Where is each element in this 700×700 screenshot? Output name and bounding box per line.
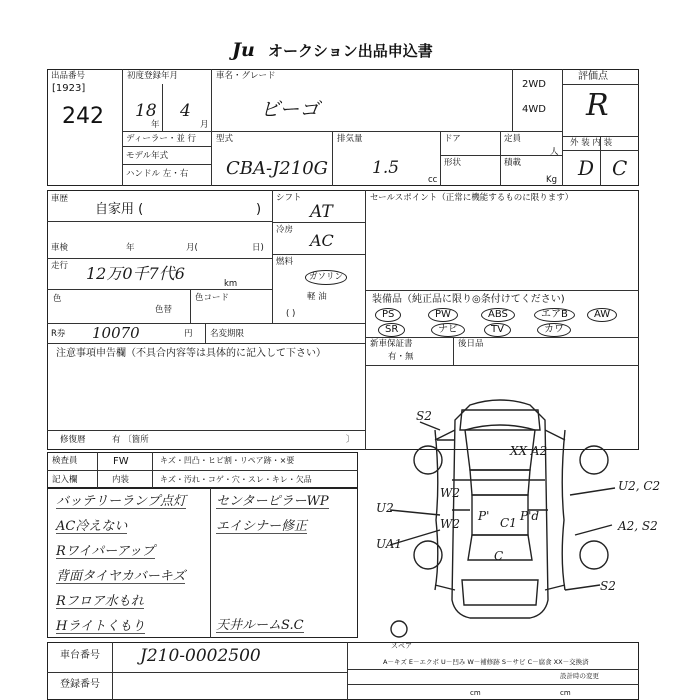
note-line: 天井ルームS.C bbox=[216, 618, 304, 633]
reg-month: 4 bbox=[180, 101, 191, 121]
fuel-label: 燃料 bbox=[276, 257, 294, 267]
equipment-item: TV bbox=[484, 323, 511, 337]
fuel-value: ガソリン bbox=[305, 270, 347, 285]
logo: Ju bbox=[232, 39, 255, 61]
car-name: ビーゴ bbox=[260, 97, 320, 121]
history-value: 自家用 ( bbox=[95, 202, 144, 217]
form-title: オークション出品申込書 bbox=[268, 42, 433, 60]
note-line: エイシナー修正 bbox=[216, 519, 308, 534]
shift-label: シフト bbox=[276, 193, 302, 203]
equipment-item: PS bbox=[375, 308, 401, 322]
mileage-value: 12万0千7代6 bbox=[86, 264, 185, 283]
disp-label: 排気量 bbox=[337, 134, 363, 144]
legend-exterior: キズ・凹凸・ヒビ割・リペア跡・×要 bbox=[160, 456, 295, 465]
note-line: バッテリーランプ点灯 bbox=[56, 494, 187, 509]
label-c: C bbox=[494, 549, 504, 563]
mileage-label: 走行 bbox=[51, 261, 69, 271]
grade-value: R bbox=[586, 88, 609, 123]
label-a2-s2: A2, S2 bbox=[618, 519, 658, 533]
warranty-label: 新車保証書 bbox=[370, 339, 413, 349]
inspector-label: 検査員 bbox=[52, 456, 78, 466]
type-label: 型式 bbox=[216, 134, 234, 144]
ext-grade: D bbox=[578, 156, 595, 180]
int-grade: C bbox=[612, 156, 628, 180]
note-line: センターピラーWP bbox=[216, 494, 329, 509]
shift-value: AT bbox=[310, 202, 333, 222]
legend-interior: キズ・汚れ・コゲ・穴・スレ・キレ・欠品 bbox=[160, 475, 312, 484]
color-label: 色 bbox=[53, 294, 62, 304]
disp-value: 1.5 bbox=[372, 158, 400, 178]
label-pd: P'd bbox=[520, 509, 540, 523]
repair-label: 修復暦 bbox=[60, 435, 86, 445]
load-label: 積載 bbox=[504, 158, 522, 168]
color-change-label: 色替 bbox=[155, 305, 173, 315]
ext-int-label: 外 装 内 装 bbox=[570, 138, 613, 148]
grade-label: 評価点 bbox=[578, 71, 608, 82]
recycle-value: 10070 bbox=[92, 324, 140, 342]
label-w2-b: W2 bbox=[440, 517, 460, 531]
reg-label: 初度登録年月 bbox=[127, 71, 179, 81]
color-code-label: 色コード bbox=[195, 293, 230, 303]
chassis-value: J210-0002500 bbox=[140, 646, 261, 666]
spare-label: スペア bbox=[391, 642, 412, 650]
ac-value: AC bbox=[310, 231, 334, 250]
model-year-label: モデル年式 bbox=[126, 151, 169, 161]
equipment-item: ナビ bbox=[431, 323, 465, 337]
record-label: 記入欄 bbox=[52, 475, 78, 485]
damage-legend: A－キズ E－エクボ U－凹み W－補修跡 S－サビ C－腐食 XX－交換済 bbox=[383, 658, 589, 666]
label-ua1: UA1 bbox=[376, 537, 403, 551]
spare-tire bbox=[391, 621, 407, 637]
sales-point-label: セールスポイント（正常に機能するものに限ります） bbox=[370, 193, 574, 203]
equipment-item: PW bbox=[428, 308, 458, 322]
drive-2wd: 2WD bbox=[522, 79, 546, 90]
reg-no-label: 登録番号 bbox=[60, 679, 100, 690]
dealer-label: ディーラー・並 行 bbox=[126, 134, 197, 144]
label-u2-c2: U2, C2 bbox=[618, 479, 661, 493]
lot-sub: [1923] bbox=[52, 83, 86, 94]
type-value: CBA-J210G bbox=[226, 158, 329, 179]
note-line: AC冷えない bbox=[56, 519, 128, 534]
lot-number: 242 bbox=[62, 104, 104, 129]
capacity-label: 定員 bbox=[504, 134, 522, 144]
label-p: P' bbox=[478, 509, 490, 523]
recycle-label: R券 bbox=[51, 329, 66, 339]
label-xx-a2: XX A2 bbox=[510, 444, 548, 458]
note-line: Rワイパーアップ bbox=[56, 544, 155, 559]
fw-label: FW bbox=[113, 456, 129, 467]
drive-4wd: 4WD bbox=[522, 104, 546, 115]
equipment-label: 装備品（純正品に限り◎条付けてください) bbox=[372, 294, 565, 305]
reg-year: 18 bbox=[135, 101, 157, 121]
after-label: 後日品 bbox=[458, 339, 484, 349]
repair-value: 有 〔箇所 bbox=[112, 435, 149, 445]
label-w2-a: W2 bbox=[440, 486, 460, 500]
ac-label: 冷房 bbox=[276, 225, 294, 235]
shaken-label: 車検 bbox=[51, 243, 69, 253]
equipment-item: SR bbox=[378, 323, 405, 337]
label-s2-bottom: S2 bbox=[600, 579, 616, 593]
interior-label: 内装 bbox=[112, 475, 130, 485]
lot-label: 出品番号 bbox=[51, 71, 86, 81]
notes-label: 注意事項申告欄（不具合内容等は具体的に記入して下さい） bbox=[56, 348, 326, 359]
name-change-label: 名変期限 bbox=[210, 329, 245, 339]
handle-label: ハンドル 左・右 bbox=[126, 169, 189, 179]
label-u2: U2 bbox=[376, 501, 394, 515]
note-line: Hライトくもり bbox=[56, 619, 145, 634]
door-label: ドア bbox=[444, 134, 461, 144]
equipment-item: カワ bbox=[537, 323, 571, 337]
wheel-front-right bbox=[580, 446, 608, 474]
equipment-item: AW bbox=[587, 308, 617, 322]
shape-label: 形状 bbox=[444, 158, 462, 168]
label-s2-top: S2 bbox=[416, 409, 432, 423]
wheel-rear-right bbox=[580, 541, 608, 569]
name-label: 車名・グレード bbox=[216, 71, 276, 81]
equipment-item: ABS bbox=[481, 308, 515, 322]
label-c1: C1 bbox=[500, 516, 517, 530]
diesel-label: 軽 油 bbox=[307, 292, 327, 302]
note-line: 背面タイヤカバーキズ bbox=[56, 569, 186, 584]
history-label: 車歴 bbox=[51, 194, 69, 204]
note-line: Rフロア水もれ bbox=[56, 594, 144, 609]
equipment-item: エアB bbox=[534, 308, 575, 322]
warranty-value: 有・無 bbox=[388, 352, 414, 362]
chassis-label: 車台番号 bbox=[60, 650, 100, 661]
